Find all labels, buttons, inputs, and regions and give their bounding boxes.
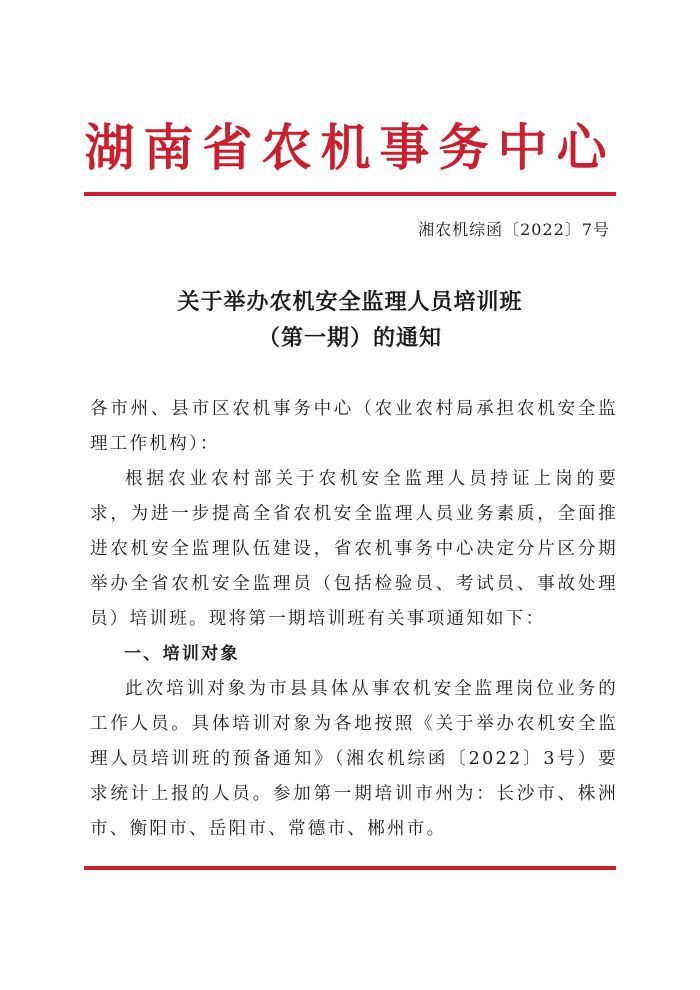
document-number: 湘农机综函〔2022〕7号 — [418, 220, 610, 239]
document-title-line-2: （第一期）的通知 — [257, 325, 442, 351]
section-paragraph: 此次培训对象为市县具体从事农机安全监理岗位业务的工作人员。具体培训对象为各地按照《关于举办农机安全监理人员培训班的预备通知》（湘农机综函〔2022〕3号）要求统计上报的人员。参加第一期培训市州为：长沙市、株洲市、衡阳市、岳阳市、常德市、郴州市。 — [90, 679, 618, 839]
document-body — [90, 392, 618, 847]
letterhead-red-rule — [84, 192, 616, 196]
document-title-line-1: 关于举办农机安全监理人员培训班 — [177, 289, 523, 315]
footer-red-rule — [84, 866, 616, 870]
salutation: 各市州、县市区农机事务中心（农业农村局承担农机安全监理工作机构）： — [90, 399, 618, 454]
section-heading: 一、培训对象 — [124, 644, 240, 664]
letterhead-title: 湖南省农机事务中心 — [84, 118, 616, 177]
intro-paragraph: 根据农业农村部关于农机安全监理人员持证上岗的要求，为进一步提高全省农机安全监理人员业务素质，全面推进农机安全监理队伍建设，省农机事务中心决定分片区分期举办全省农机安全监理员（包括检验员、考试员、事故处理员）培训班。现将第一期培训班有关事项通知如下： — [90, 469, 618, 629]
